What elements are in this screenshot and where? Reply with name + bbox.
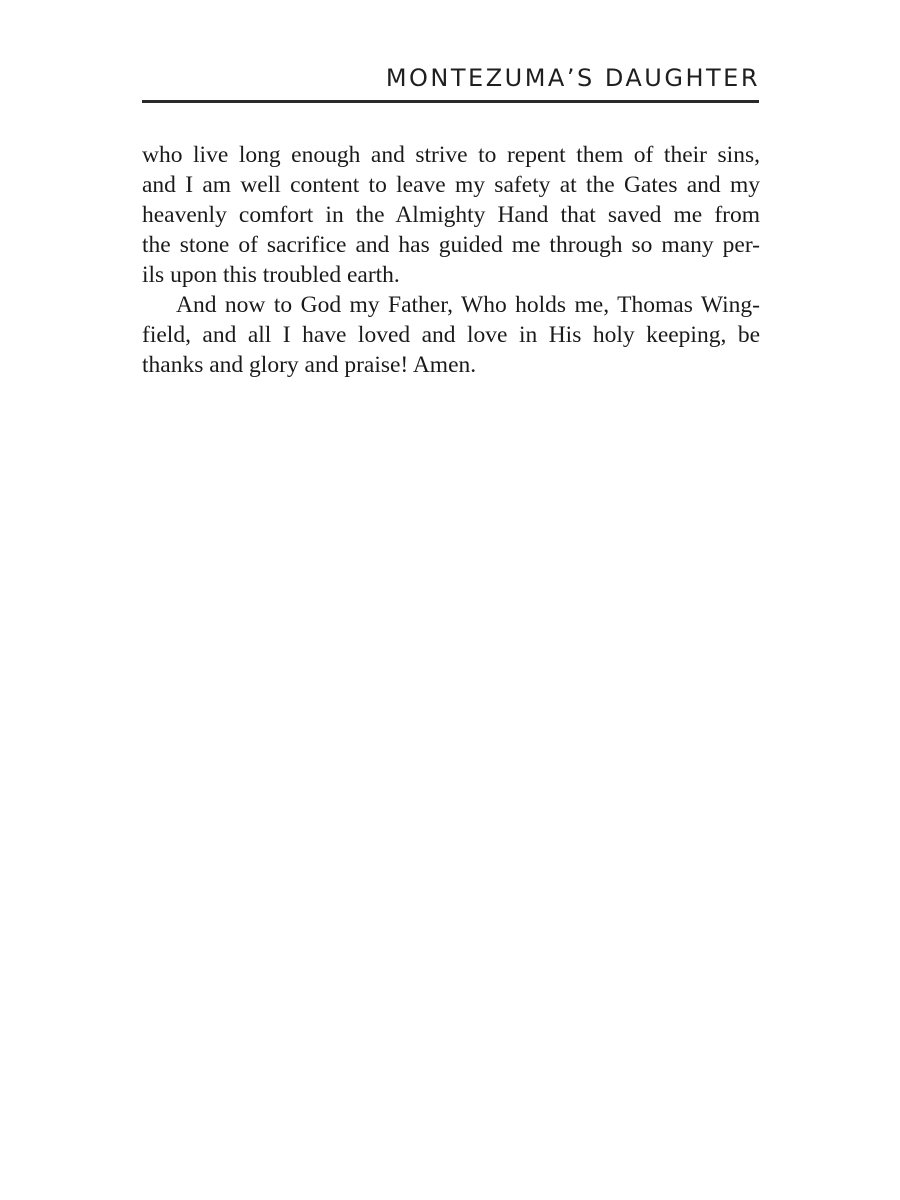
text-line: and I am well content to leave my safety at the Gates and my — [142, 172, 760, 198]
running-header-title: MONTEZUMA’S DAUGHTER — [385, 64, 760, 92]
text-line: field, and all I have loved and love in His holy keeping, be — [142, 322, 760, 348]
paragraph — [142, 290, 760, 380]
text-line: the stone of sacrifice and has guided me through so many per- — [142, 232, 760, 258]
text-line: ils upon this troubled earth. — [142, 262, 400, 288]
body-text — [142, 140, 760, 380]
text-line: heavenly comfort in the Almighty Hand that saved me from — [142, 202, 760, 228]
header-rule — [142, 100, 759, 103]
paragraph — [142, 140, 760, 290]
text-line: thanks and glory and praise! Amen. — [142, 352, 477, 378]
text-line: And now to God my Father, Who holds me, Thomas Wing- — [176, 292, 760, 318]
text-line: who live long enough and strive to repent them of their sins, — [142, 142, 760, 168]
